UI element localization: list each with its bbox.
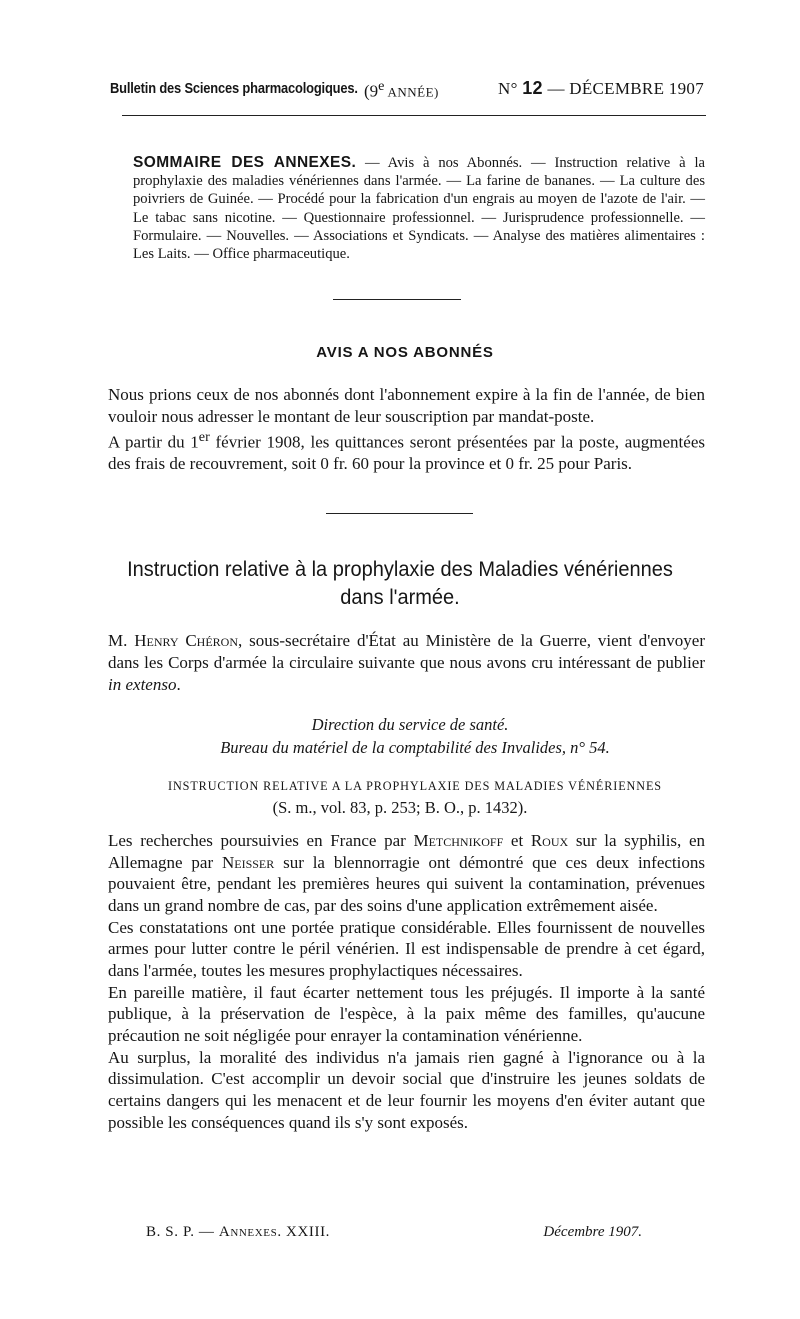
footer-date: Décembre 1907.	[543, 1224, 642, 1240]
direction-lines: Direction du service de santé. Bureau du matériel de la comptabilité des Invalides, n° 54.	[220, 715, 610, 757]
instruction-body	[108, 830, 705, 1133]
journal-title: Bulletin des Sciences pharmacologiques.	[110, 80, 358, 97]
page-footer	[146, 1224, 642, 1246]
body-paragraph-2: Ces constatations ont une portée pratique considérable. Elles fournissent de nouvelles armes pour lutter contre le péril vénérien. Il est indispensable de prendre à cet égard, dans l'armée, toutes les mesures prophylactiques nécessaires.	[108, 917, 705, 980]
footer-reference: B. S. P. — Annexes. XXIII.	[146, 1224, 331, 1240]
avis-end-rule	[326, 513, 473, 514]
body-paragraph-1: Les recherches poursuivies en France par Metchnikoff et Roux sur la syphilis, en Allemagne par Neisser sur la blennorragie ont démontré que ces deux infections pouvaient être, pendant les premières heures qui suivent la contamination, prévenues dans un grand nombre de cas, par des soins d'une application extrêmement aisée.	[108, 831, 705, 915]
instruction-reference: INSTRUCTION RELATIVE A LA PROPHYLAXIE DES MALADIES VÉNÉRIENNES (S. m., vol. 83, p. 253; B. O., p. 1432).	[168, 779, 662, 817]
running-header	[110, 74, 704, 104]
instruction-intro: M. Henry Chéron, sous-secrétaire d'État au Ministère de la Guerre, vient d'envoyer dans les Corps d'armée la circulaire suivante que nous avons cru intéressant de publier in extenso.	[108, 631, 706, 694]
summary-text: — Avis à nos Abonnés. — Instruction relative à la prophylaxie des maladies vénériennes dans l'armée. — La farine de bananes. — La culture des poivriers de Guinée. — Procédé pour la fabrication d'un engrais au moyen de l'azote de l'air. — Le tabac sans nicotine. — Questionnaire professionnel. — Jurisprudence professionnelle. — Formulaire. — Nouvelles. — Associations et Syndicats. — Analyse des matières alimentaires : Les Laits. — Office pharmaceutique.	[133, 155, 705, 263]
avis-paragraph-2: A partir du 1er février 1908, les quittances seront présentées par la poste, augmentées des frais de recouvrement, soit 0 fr. 60 pour la province et 0 fr. 25 pour Paris.	[108, 429, 705, 474]
avis-body	[108, 384, 705, 475]
avis-paragraph-1: Nous prions ceux de nos abonnés dont l'abonnement expire à la fin de l'année, de bien vouloir nous adresser le montant de leur souscription par mandat-poste.	[108, 385, 705, 426]
summary-block	[133, 154, 705, 263]
header-rule	[122, 115, 706, 116]
section-divider	[333, 299, 461, 300]
body-paragraph-3: En pareille matière, il faut écarter nettement tous les préjugés. Il importe à la santé publique, à la préservation de l'espèce, à la paix même des familles, qu'aucune précaution ne soit négligée pour enrayer la contamination vénérienne.	[108, 982, 705, 1045]
body-paragraph-4: Au surplus, la moralité des individus n'a jamais rien gagné à l'ignorance ou à la dissimulation. C'est accomplir un devoir social que d'instruire les jeunes soldats de certains dangers qui les menacent et de leur fournir les moyens d'en éviter autant que possible les conséquences quand ils s'y sont exposés.	[108, 1047, 705, 1132]
issue-label: N° 12 — DÉCEMBRE 1907	[498, 78, 704, 98]
minister-name: Henry Chéron	[134, 631, 239, 650]
summary-heading: SOMMAIRE DES ANNEXES.	[133, 154, 357, 171]
instruction-title: Instruction relative à la prophylaxie des Maladies vénériennes dans l'armée.	[127, 557, 673, 609]
avis-heading: AVIS A NOS ABONNÉS	[316, 344, 494, 361]
year-label: (9e ANNÉE)	[364, 78, 439, 101]
